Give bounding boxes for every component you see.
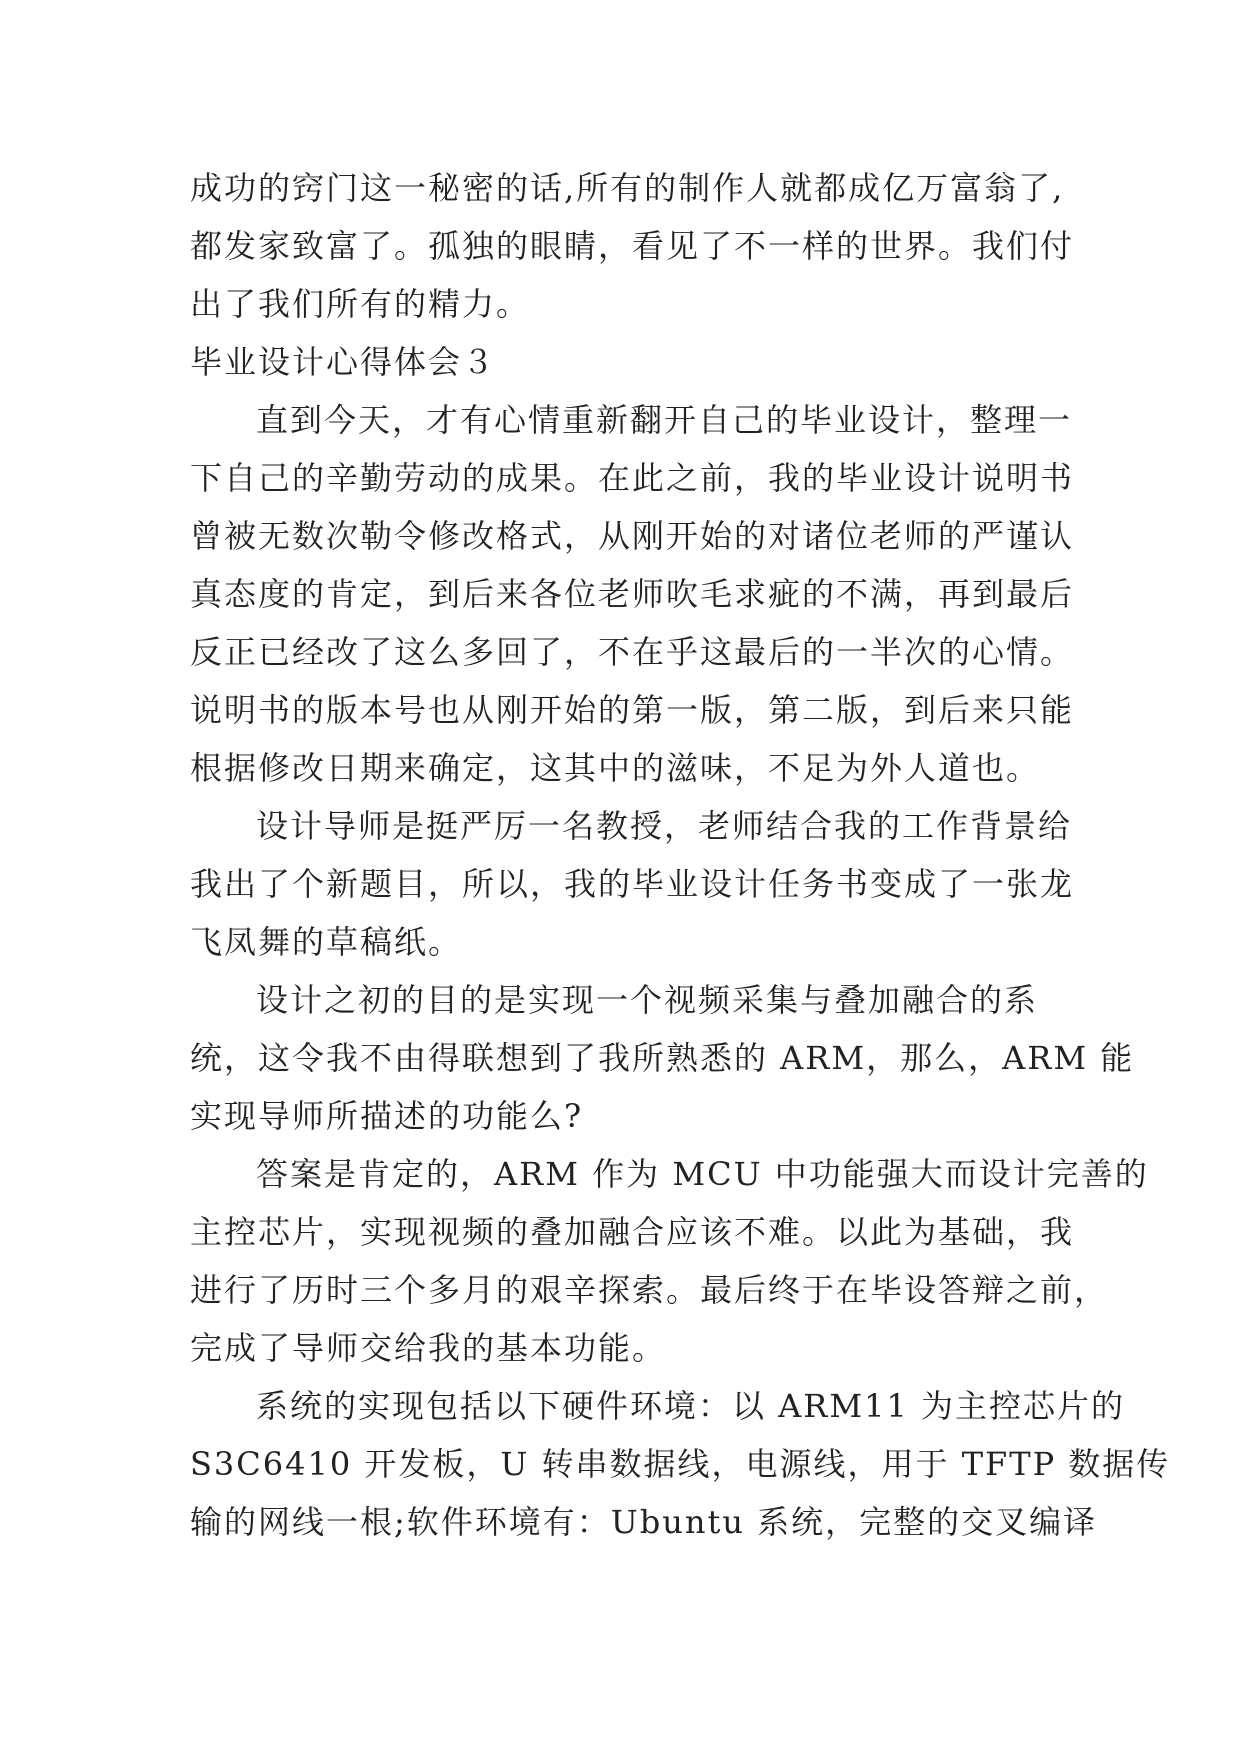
body-text-line: 完成了导师交给我的基本功能。 bbox=[190, 1329, 667, 1367]
body-text-line: 飞凤舞的草稿纸。 bbox=[190, 923, 463, 961]
body-text-line: S3C6410 开发板，U 转串数据线，电源线，用于 TFTP 数据传 bbox=[190, 1445, 1171, 1483]
body-text-line: 主控芯片，实现视频的叠加融合应该不难。以此为基础，我 bbox=[190, 1213, 1075, 1251]
body-text-line: 我出了个新题目，所以，我的毕业设计任务书变成了一张龙 bbox=[190, 865, 1075, 903]
section-heading: 毕业设计心得体会３ bbox=[190, 343, 497, 381]
body-text-line: 直到今天，才有心情重新翻开自己的毕业设计，整理一 bbox=[256, 401, 1073, 439]
body-text-line: 实现导师所描述的功能么? bbox=[190, 1097, 584, 1135]
body-text-line: 出了我们所有的精力。 bbox=[190, 285, 531, 323]
body-text-line: 统，这令我不由得联想到了我所熟悉的 ARM，那么，ARM 能 bbox=[190, 1039, 1135, 1077]
body-text-line: 说明书的版本号也从刚开始的第一版，第二版，到后来只能 bbox=[190, 691, 1075, 729]
body-text-line: 进行了历时三个多月的艰辛探索。最后终于在毕设答辩之前， bbox=[190, 1271, 1109, 1309]
body-text-line: 成功的窍门这一秘密的话,所有的制作人就都成亿万富翁了, bbox=[190, 169, 1065, 207]
body-text-line: 反正已经改了这么多回了，不在乎这最后的一半次的心情。 bbox=[190, 633, 1075, 671]
body-text-line: 设计之初的目的是实现一个视频采集与叠加融合的系 bbox=[256, 981, 1039, 1019]
body-text-line: 系统的实现包括以下硬件环境：以 ARM11 为主控芯片的 bbox=[256, 1387, 1126, 1425]
body-text-line: 答案是肯定的，ARM 作为 MCU 中功能强大而设计完善的 bbox=[256, 1155, 1149, 1193]
body-text-line: 下自己的辛勤劳动的成果。在此之前，我的毕业设计说明书 bbox=[190, 459, 1075, 497]
body-text-line: 真态度的肯定，到后来各位老师吹毛求疵的不满，再到最后 bbox=[190, 575, 1075, 613]
body-text-line: 都发家致富了。孤独的眼睛，看见了不一样的世界。我们付 bbox=[190, 227, 1075, 265]
body-text-line: 设计导师是挺严厉一名教授，老师结合我的工作背景给 bbox=[256, 807, 1073, 845]
body-text-line: 输的网线一根;软件环境有：Ubuntu 系统，完整的交叉编译 bbox=[190, 1503, 1098, 1541]
body-text-line: 根据修改日期来确定，这其中的滋味，不足为外人道也。 bbox=[190, 749, 1041, 787]
body-text-line: 曾被无数次勒令修改格式，从刚开始的对诸位老师的严谨认 bbox=[190, 517, 1075, 555]
